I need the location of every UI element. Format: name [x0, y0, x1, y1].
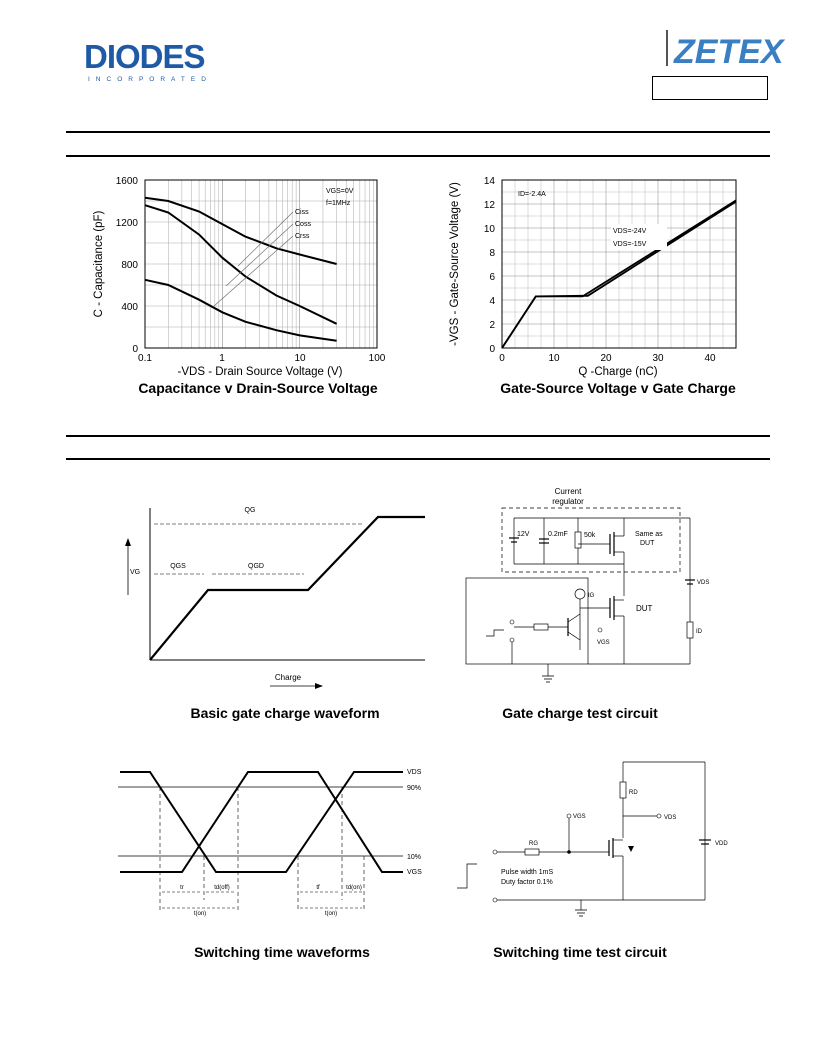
sw-10pct-label: 10% — [407, 854, 422, 861]
diodes-logo-subtext: INCORPORATED — [88, 76, 212, 83]
gq-ytick-4: 4 — [489, 296, 495, 307]
switching-waveforms — [118, 760, 428, 925]
zetex-logo — [666, 30, 784, 71]
cap-leader-crss — [214, 236, 293, 306]
gw-vg-arrowhead — [125, 538, 131, 546]
sw-toff-label: t(on) — [324, 911, 338, 917]
gw-qgd-label: QGD — [248, 563, 264, 570]
gate-charge-y-ticks — [484, 176, 496, 355]
gw-charge-label: Charge — [274, 673, 302, 682]
section-rule-2a — [66, 435, 770, 437]
cap-legend-coss: Coss — [295, 221, 311, 228]
gc-input-terminal-2 — [510, 638, 514, 642]
switch-circuit-caption: Switching time test circuit — [493, 944, 667, 960]
gq-xtick-40: 40 — [704, 353, 716, 364]
section-rule-1b — [66, 155, 770, 157]
gc-vds-label: VDS — [697, 580, 710, 586]
gc-transistor-collector — [568, 614, 580, 622]
gc-same-dut-label: DUT — [640, 540, 655, 547]
gate-charge-legend — [611, 224, 667, 250]
sw-tr-label: tr — [180, 885, 184, 891]
gq-note-id: ID=-2.4A — [518, 191, 546, 198]
stc-pulse-width: Pulse width 1mS — [501, 869, 554, 876]
gq-chart-caption: Gate-Source Voltage v Gate Charge — [500, 380, 736, 396]
gate-charge-x-ticks — [499, 353, 716, 364]
cap-xtick-1: 1 — [219, 353, 225, 364]
cap-leader-coss — [226, 224, 293, 286]
gw-vg-label: VG — [130, 569, 141, 576]
stc-vds-terminal — [657, 814, 661, 818]
cap-xtick-100: 100 — [368, 353, 386, 364]
gate-circuit-caption: Gate charge test circuit — [502, 705, 658, 721]
stc-return-terminal — [493, 898, 497, 902]
stc-vds-label: VDS — [664, 815, 677, 821]
stc-fet-diode — [628, 846, 634, 852]
sw-tdoff-label: td(off) — [214, 885, 230, 891]
gq-xtick-30: 30 — [652, 353, 664, 364]
part-number-box — [652, 76, 768, 100]
zetex-logo-text: ZETEX — [674, 33, 784, 71]
stc-rg-resistor — [525, 849, 539, 855]
sw-vds-label: VDS — [407, 769, 422, 776]
gq-ytick-0: 0 — [489, 344, 495, 355]
cap-ytick-800: 800 — [121, 260, 138, 271]
gq-legend-15v: VDS=-15V — [613, 241, 647, 248]
gq-ytick-12: 12 — [483, 200, 495, 211]
gc-ig-label: IG — [588, 593, 595, 599]
capacitance-y-ticks — [116, 176, 139, 355]
cap-series-ciss — [145, 198, 337, 264]
gate-charge-grid — [502, 180, 736, 348]
gq-legend-24v: VDS=-24V — [613, 228, 647, 235]
section-rule-1a — [66, 131, 770, 133]
stc-input-terminal — [493, 850, 497, 854]
stc-vdd-label: VDD — [715, 841, 728, 847]
gc-id-label: ID — [696, 629, 702, 635]
sw-ton-label: t(on) — [193, 911, 207, 917]
sw-vgs-label: VGS — [407, 869, 422, 876]
gc-cap-label: 0.2mF — [548, 531, 568, 538]
stc-pulse-symbol — [457, 864, 477, 888]
gw-waveform — [150, 517, 425, 660]
stc-vgs-label: VGS — [573, 814, 586, 820]
stc-vgs-terminal — [567, 814, 571, 818]
gc-same-as-label: Same as — [635, 531, 663, 538]
gc-50k-resistor — [575, 532, 581, 548]
gq-ytick-8: 8 — [489, 248, 495, 259]
stc-rg-label: RG — [529, 841, 538, 847]
gc-res-label: 50k — [584, 532, 596, 539]
capacitance-legend — [214, 209, 311, 306]
gq-xtick-0: 0 — [499, 353, 505, 364]
cap-xtick-10: 10 — [294, 353, 306, 364]
cap-xtick-0.1: 0.1 — [138, 353, 152, 364]
stc-duty-factor: Duty factor 0.1% — [501, 879, 553, 886]
gc-vgs-label: VGS — [597, 640, 610, 646]
cap-note-freq: f=1MHz — [326, 200, 351, 207]
gate-waveform-caption: Basic gate charge waveform — [190, 705, 380, 721]
section-rule-2b — [66, 458, 770, 460]
capacitance-series — [145, 198, 337, 341]
cap-ytick-400: 400 — [121, 302, 138, 313]
gq-ytick-10: 10 — [483, 224, 495, 235]
gw-charge-arrowhead — [315, 683, 323, 689]
cap-ytick-1600: 1600 — [115, 176, 138, 187]
cap-legend-ciss: Ciss — [295, 209, 309, 216]
gate-charge-chart — [440, 168, 760, 403]
capacitance-chart — [80, 168, 400, 403]
cap-ytick-1200: 1200 — [115, 218, 138, 229]
sw-timing-guides — [160, 787, 364, 910]
stc-rd-label: RD — [629, 790, 638, 796]
diodes-logo — [84, 38, 234, 86]
cap-note-vgs: VGS=0V — [326, 188, 354, 195]
gc-12v-label: 12V — [517, 531, 530, 538]
sw-90pct-label: 90% — [407, 785, 422, 792]
gc-pulse-symbol — [486, 630, 504, 636]
gc-input-terminal-1 — [510, 620, 514, 624]
cap-x-axis-label: -VDS - Drain Source Voltage (V) — [177, 366, 343, 378]
cap-ytick-0: 0 — [132, 344, 138, 355]
gw-qg-label: QG — [244, 507, 256, 514]
stc-rd-resistor — [620, 782, 626, 798]
gq-x-axis-label: Q -Charge (nC) — [578, 366, 658, 378]
cap-chart-caption: Capacitance v Drain-Source Voltage — [138, 380, 378, 396]
gc-title-1: Current — [554, 487, 582, 496]
gq-xtick-10: 10 — [548, 353, 560, 364]
gq-ytick-2: 2 — [489, 320, 495, 331]
switch-waveform-caption: Switching time waveforms — [194, 944, 370, 960]
diodes-logo-text: DIODES — [84, 38, 205, 75]
gc-base-resistor — [534, 624, 548, 630]
cap-legend-crss: Crss — [295, 233, 310, 240]
gc-transistor-emitter — [568, 632, 580, 640]
sw-tf-label: tf — [316, 885, 320, 891]
sw-tdon-label: td(on) — [346, 885, 362, 891]
gc-title-2: regulator — [552, 497, 584, 506]
gate-charge-waveform — [120, 490, 430, 695]
gc-id-resistor — [687, 622, 693, 638]
gq-ytick-14: 14 — [483, 176, 495, 187]
capacitance-x-ticks — [138, 353, 386, 364]
gq-y-axis-label: -VGS - Gate-Source Voltage (V) — [449, 182, 461, 346]
gate-charge-test-circuit — [460, 480, 710, 690]
gc-ig-source — [575, 589, 585, 599]
gq-ytick-6: 6 — [489, 272, 495, 283]
switching-test-circuit — [455, 760, 745, 920]
gc-dut-label: DUT — [636, 604, 653, 613]
gw-qgs-label: QGS — [170, 563, 186, 570]
cap-leader-ciss — [238, 212, 293, 266]
cap-y-axis-label: C - Capacitance (pF) — [93, 210, 105, 318]
gc-vgs-terminal — [598, 628, 602, 632]
gq-xtick-20: 20 — [600, 353, 612, 364]
